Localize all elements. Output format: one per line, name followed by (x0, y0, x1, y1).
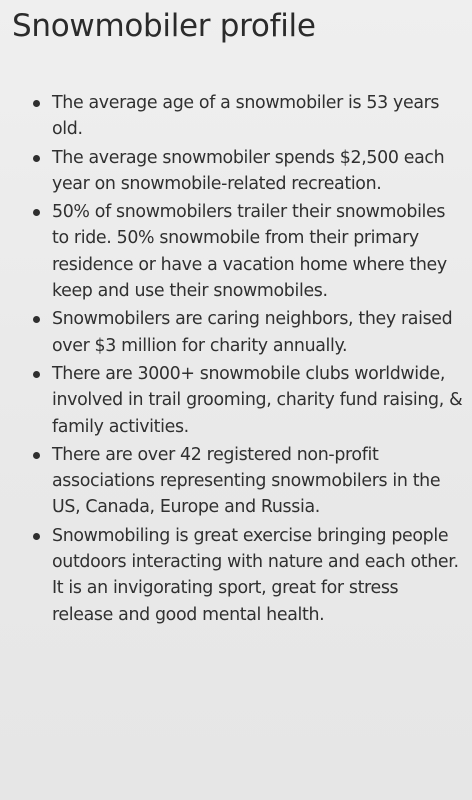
fact-text: The average age of a snowmobiler is 53 years old. (52, 93, 440, 140)
fact-text: 50% of snowmobilers trailer their snowmobiles to ride. 50% snowmobile from their primary residence or have a vacation home where they keep and use their snowmobiles. (52, 202, 447, 302)
fact-text: The average snowmobiler spends $2,500 each year on snowmobile-related recreation. (52, 147, 445, 194)
bullet-icon (33, 533, 40, 540)
list-item (0, 361, 472, 440)
list-item (0, 523, 472, 628)
bullet-icon (33, 100, 40, 107)
bullet-icon (33, 155, 40, 162)
list-item (0, 145, 472, 198)
bullet-icon (33, 209, 40, 216)
list-item (0, 199, 472, 304)
fact-text: There are over 42 registered non-profit associations representing snowmobilers in the US, Canada, Europe and Russia. (52, 444, 441, 518)
fact-text: Snowmobiling is great exercise bringing people outdoors interacting with nature and each other. It is an invigorating sport, great for stress release and good mental health. (52, 525, 459, 625)
bullet-icon (33, 452, 40, 459)
list-item (0, 306, 472, 359)
list-item (0, 442, 472, 521)
fact-list (0, 90, 472, 630)
fact-text: There are 3000+ snowmobile clubs worldwide, involved in trail grooming, charity fund raising, & family activities. (52, 363, 463, 437)
fact-text: Snowmobilers are caring neighbors, they raised over $3 million for charity annually. (52, 309, 453, 356)
list-item (0, 90, 472, 143)
bullet-icon (33, 371, 40, 378)
page-title: Snowmobiler profile (12, 8, 316, 44)
bullet-icon (33, 316, 40, 323)
